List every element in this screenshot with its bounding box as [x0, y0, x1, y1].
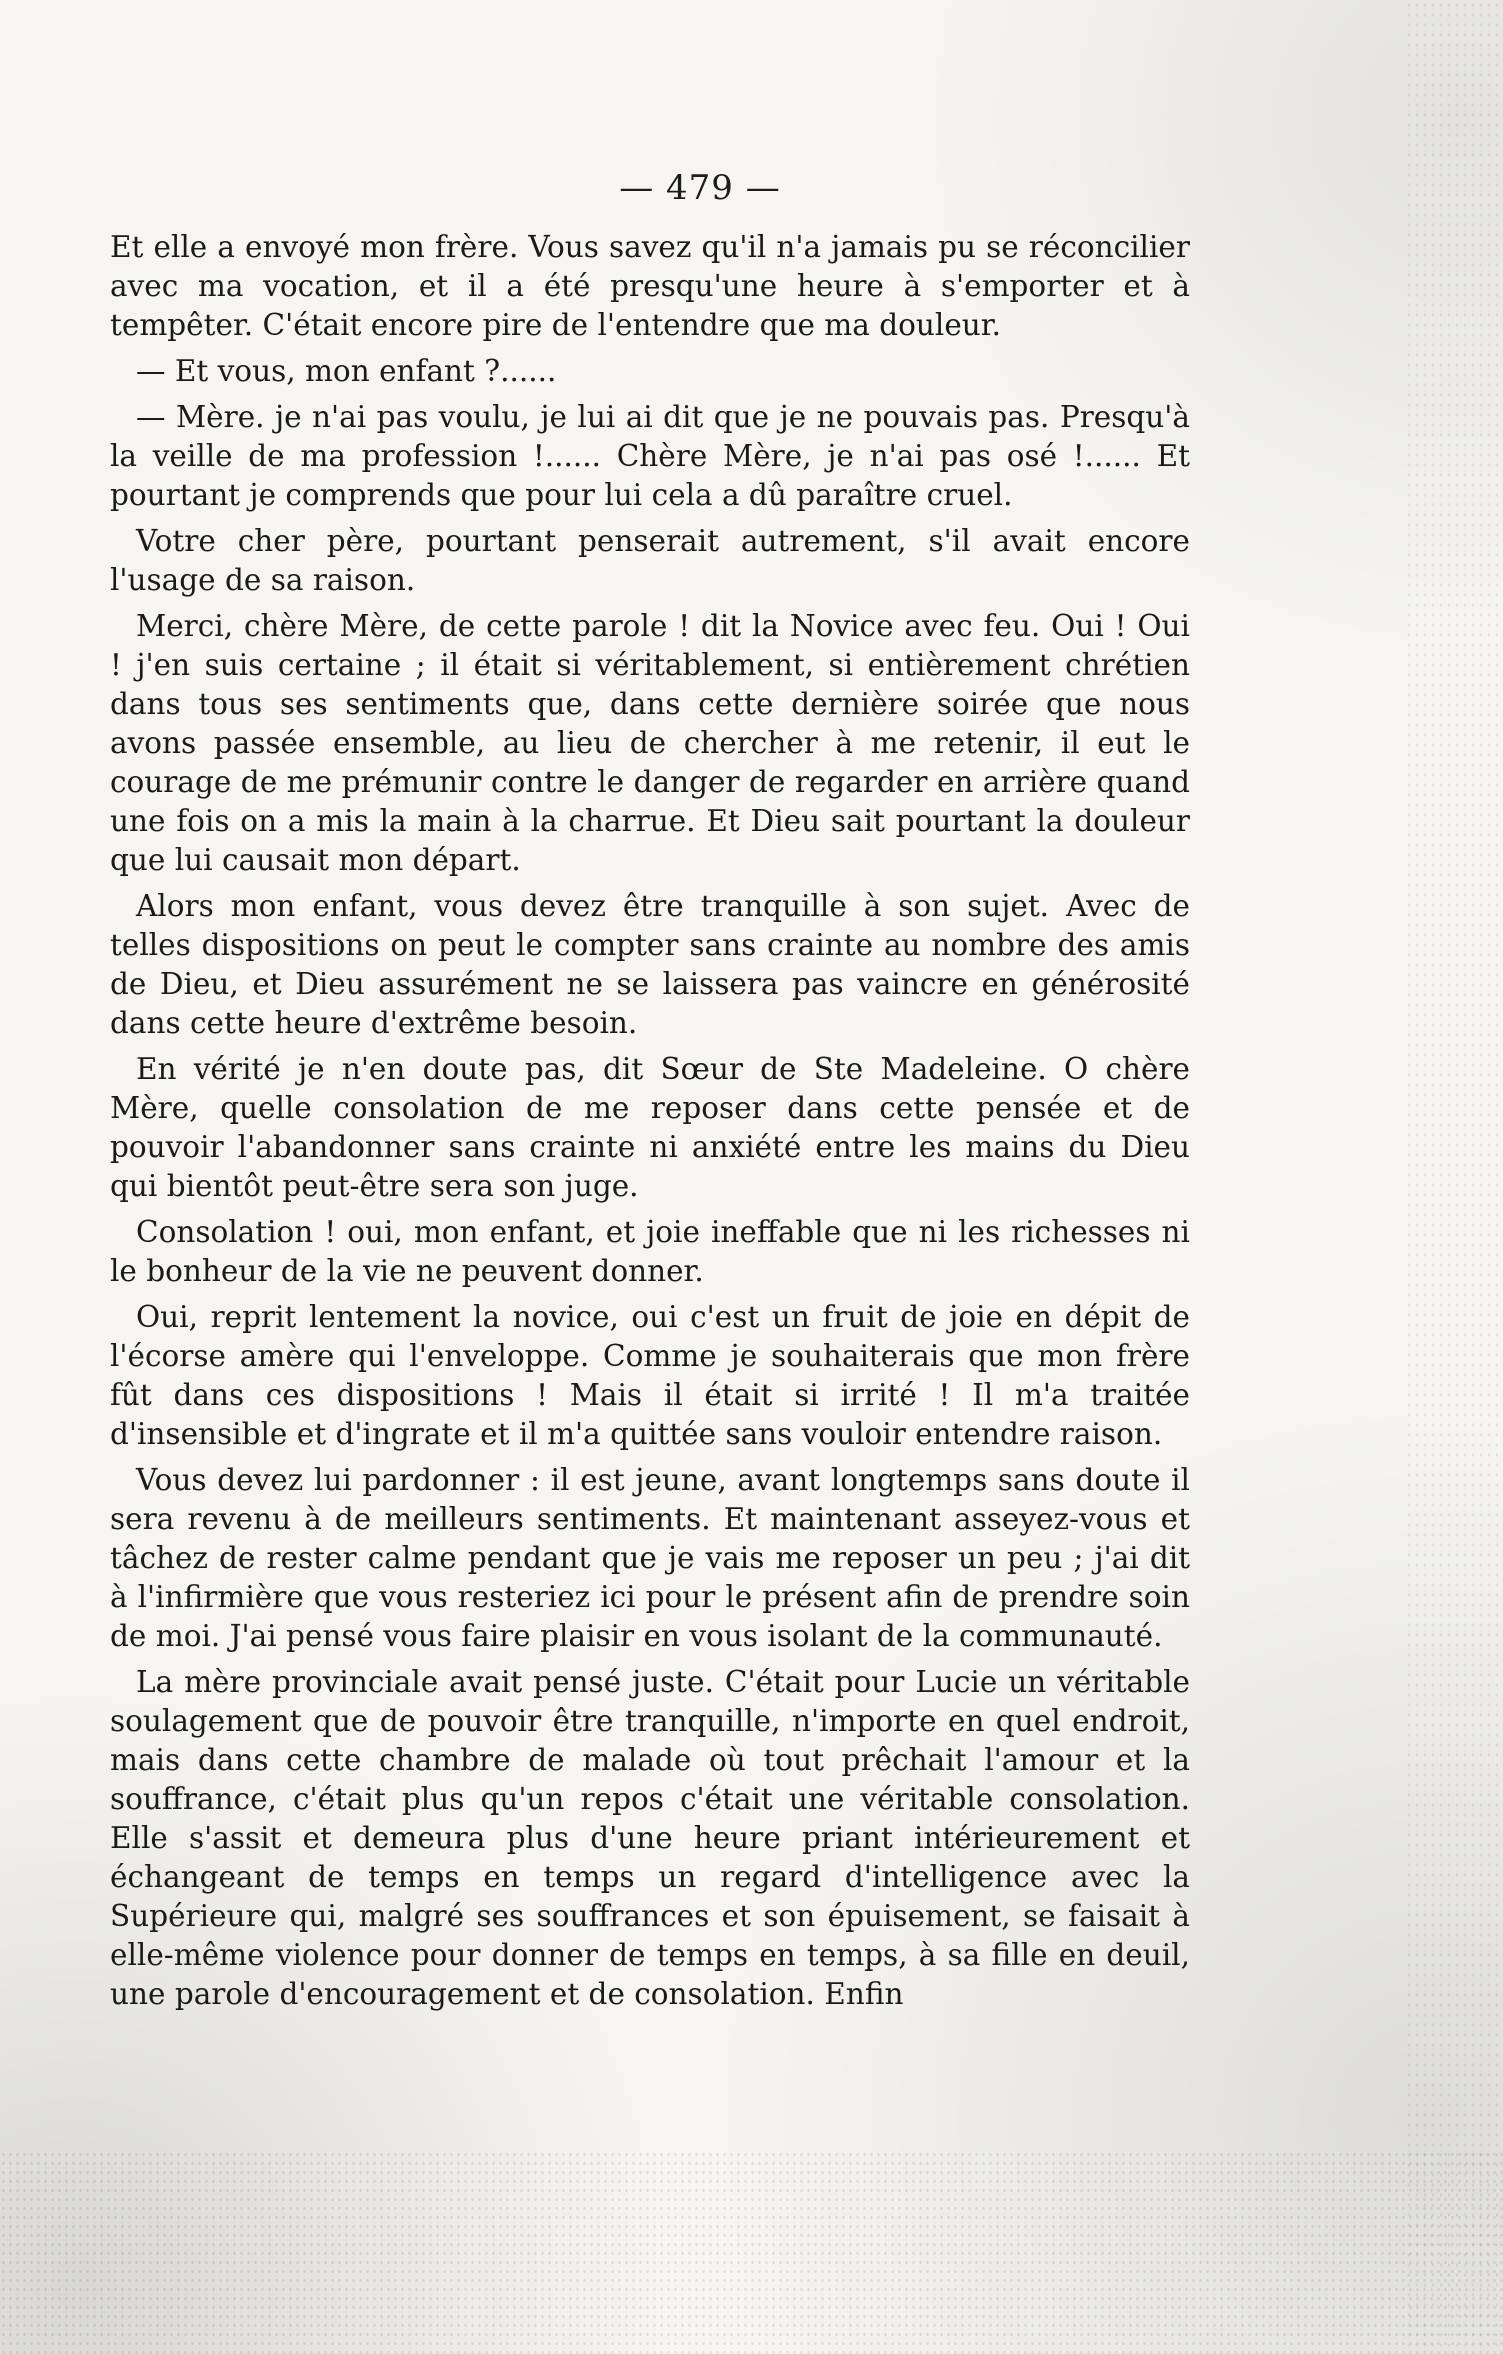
page-edge-speckle [1405, 0, 1503, 2354]
paragraph: Votre cher père, pourtant penserait autrement, s'il avait encore l'usage de sa raison. [110, 524, 1190, 597]
page-bottom-speckle [0, 2150, 1503, 2354]
paragraph: — Mère. je n'ai pas voulu, je lui ai dit que je ne pouvais pas. Presqu'à la veille de ma profession !...... Chère Mère, je n'ai pas osé !...... Et pourtant je comprends que pour lui cela a dû paraître cruel. [110, 400, 1190, 512]
paragraph: En vérité je n'en doute pas, dit Sœur de Ste Madeleine. O chère Mère, quelle consolation de me reposer dans cette pensée et de pouvoir l'abandonner sans crainte ni anxiété entre les mains du Dieu qui bientôt peut-être sera son juge. [110, 1052, 1190, 1203]
paragraph: Alors mon enfant, vous devez être tranquille à son sujet. Avec de telles dispositions on peut le compter sans crainte au nombre des amis de Dieu, et Dieu assurément ne se laissera pas vaincre en générosité dans cette heure d'extrême besoin. [110, 889, 1190, 1040]
page-number: — 479 — [619, 168, 781, 208]
paragraph: Vous devez lui pardonner : il est jeune, avant longtemps sans doute il sera revenu à de meilleurs sentiments. Et maintenant asseyez-vous et tâchez de rester calme pendant que je vais me reposer un peu ; j'ai dit à l'infirmière que vous resteriez ici pour le présent afin de prendre soin de moi. J'ai pensé vous faire plaisir en vous isolant de la communauté. [110, 1463, 1190, 1653]
body-text [110, 228, 1190, 2021]
paragraph: — Et vous, mon enfant ?...... [136, 354, 557, 388]
paragraph: Et elle a envoyé mon frère. Vous savez qu'il n'a jamais pu se réconcilier avec ma vocation, et il a été presqu'une heure à s'emporter et à tempêter. C'était encore pire de l'entendre que ma douleur. [110, 230, 1190, 342]
paragraph: La mère provinciale avait pensé juste. C'était pour Lucie un véritable soulagement que de pouvoir être tranquille, n'importe en quel endroit, mais dans cette chambre de malade où tout prêchait l'amour et la souffrance, c'était plus qu'un repos c'était une véritable consolation. Elle s'assit et demeura plus d'une heure priant intérieurement et échangeant de temps en temps un regard d'intelligence avec la Supérieure qui, malgré ses souffrances et son épuisement, se faisait à elle-même violence pour donner de temps en temps, à sa fille en deuil, une parole d'encouragement et de consolation. Enfin [110, 1665, 1190, 2011]
paragraph: Merci, chère Mère, de cette parole ! dit la Novice avec feu. Oui ! Oui ! j'en suis certaine ; il était si véritablement, si entièrement chrétien dans tous ses sentiments que, dans cette dernière soirée que nous avons passée ensemble, au lieu de chercher à me retenir, il eut le courage de me prémunir contre le danger de regarder en arrière quand une fois on a mis la main à la charrue. Et Dieu sait pourtant la douleur que lui causait mon départ. [110, 609, 1190, 877]
paragraph: Oui, reprit lentement la novice, oui c'est un fruit de joie en dépit de l'écorse amère qui l'enveloppe. Comme je souhaiterais que mon frère fût dans ces dispositions ! Mais il était si irrité ! Il m'a traitée d'insensible et d'ingrate et il m'a quittée sans vouloir entendre raison. [110, 1300, 1190, 1451]
paragraph: Consolation ! oui, mon enfant, et joie ineffable que ni les richesses ni le bonheur de la vie ne peuvent donner. [110, 1215, 1190, 1288]
